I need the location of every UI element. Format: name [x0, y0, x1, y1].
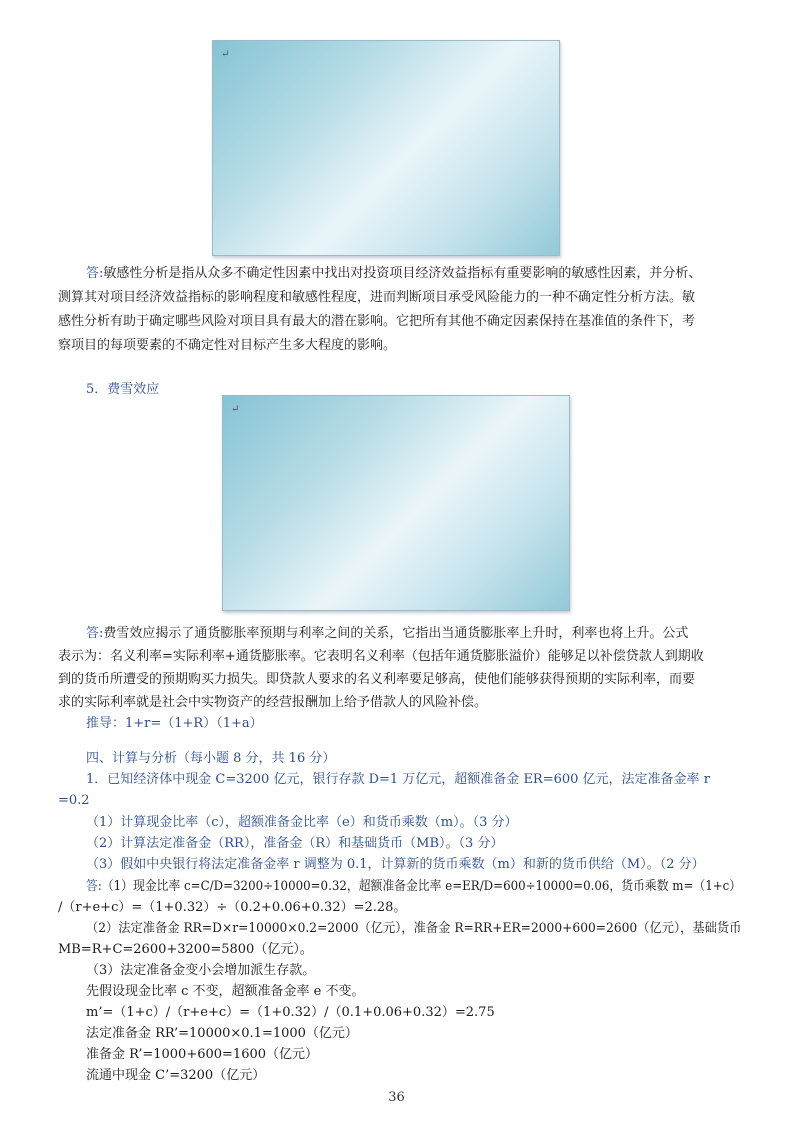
answer-2-line-2: MB=R+C=2600+3200=5800（亿元）。 [58, 942, 313, 957]
fisher-heading: 5．费雪效应 [86, 382, 160, 397]
question-1-line-1: 1．已知经济体中现金 C=3200 亿元，银行存款 D=1 万亿元，超额准备金 ER=600 亿元，法定准备金率 r [86, 772, 710, 787]
fisher-answer-line-3: 到的货币所遭受的预期购买力损失。即贷款人要求的名义利率要足够高，使他们能够获得预期的实际利率，而要 [58, 672, 696, 687]
paragraph-mark-icon: ↵ [231, 404, 240, 415]
question-1-sub-2: （2）计算法定准备金（RR），准备金（R）和基础货币（MB）。（3 分） [86, 836, 504, 851]
sensitivity-answer-line-4: 察项目的每项要素的不确定性对目标产生多大程度的影响。 [58, 338, 397, 353]
fisher-derivation: 推导：1+r=（1+R）（1+a） [86, 716, 263, 731]
answer-label: 答: [86, 626, 104, 641]
answer-2-line-1: （2）法定准备金 RR=D×r=10000×0.2=2000（亿元），准备金 R=RR+ER=2000+600=2600（亿元），基础货币 [86, 921, 742, 936]
fisher-answer-line-1: 答:费雪效应揭示了通货膨胀率预期与利率之间的关系，它指出当通货膨胀率上升时，利率也将上升。公式 [86, 626, 689, 641]
question-1-sub-3: （3）假如中央银行将法定准备金率 r 调整为 0.1，计算新的货币乘数（m）和新的货币供给（M）。（2 分） [86, 857, 705, 872]
answer-3-line-3: m’=（1+c）/（r+e+c）=（1+0.32）/（0.1+0.06+0.32）=2.75 [86, 1005, 495, 1020]
fisher-answer-line-2: 表示为：名义利率=实际利率+通货膨胀率。它表明名义利率（包括年通货膨胀溢价）能够足以补偿贷款人到期收 [58, 649, 704, 664]
question-1-line-2: =0.2 [58, 793, 90, 808]
question-1-sub-1: （1）计算现金比率（c），超额准备金比率（e）和货币乘数（m）。（3 分） [86, 815, 518, 830]
answer-3-line-2: 先假设现金比率 c 不变，超额准备金率 e 不变。 [86, 984, 365, 999]
sensitivity-answer-line-1: 答:敏感性分析是指从众多不确定性因素中找出对投资项目经济效益指标有重要影响的敏感性因素，并分析、 [86, 266, 702, 281]
sensitivity-answer-line-2: 测算其对项目经济效益指标的影响程度和敏感性程度，进而判断项目承受风险能力的一种不确定性分析方法。敏 [58, 290, 696, 305]
answer-3-line-6: 流通中现金 C’=3200（亿元） [86, 1068, 266, 1083]
answer-1-line-2: /（r+e+c）=（1+0.32）÷（0.2+0.06+0.32）=2.28。 [58, 900, 407, 915]
answer-label: 答: [86, 879, 102, 894]
sensitivity-answer-line-3: 感性分析有助于确定哪些风险对项目具有最大的潜在影响。它把所有其他不确定因素保持在基准值的条件下，考 [58, 314, 696, 329]
answer-label: 答: [86, 266, 104, 281]
fisher-answer-line-4: 求的实际利率就是社会中实物资产的经营报酬加上给予借款人的风险补偿。 [58, 695, 488, 710]
section-4-heading: 四、计算与分析（每小题 8 分，共 16 分） [86, 751, 336, 766]
page-number: 36 [388, 1090, 405, 1105]
image-placeholder-2 [222, 395, 570, 611]
paragraph-mark-icon: ↵ [221, 49, 230, 60]
answer-3-line-4: 法定准备金 RR’=10000×0.1=1000（亿元） [86, 1026, 358, 1041]
answer-3-line-5: 准备金 R’=1000+600=1600（亿元） [86, 1047, 319, 1062]
image-placeholder-1 [212, 40, 560, 256]
answer-3-line-1: （3）法定准备金变小会增加派生存款。 [86, 963, 316, 978]
answer-1-line-1: 答:（1）现金比率 c=C/D=3200÷10000=0.32，超额准备金比率 e=ER/D=600÷10000=0.06，货币乘数 m=（1+c） [86, 879, 742, 894]
